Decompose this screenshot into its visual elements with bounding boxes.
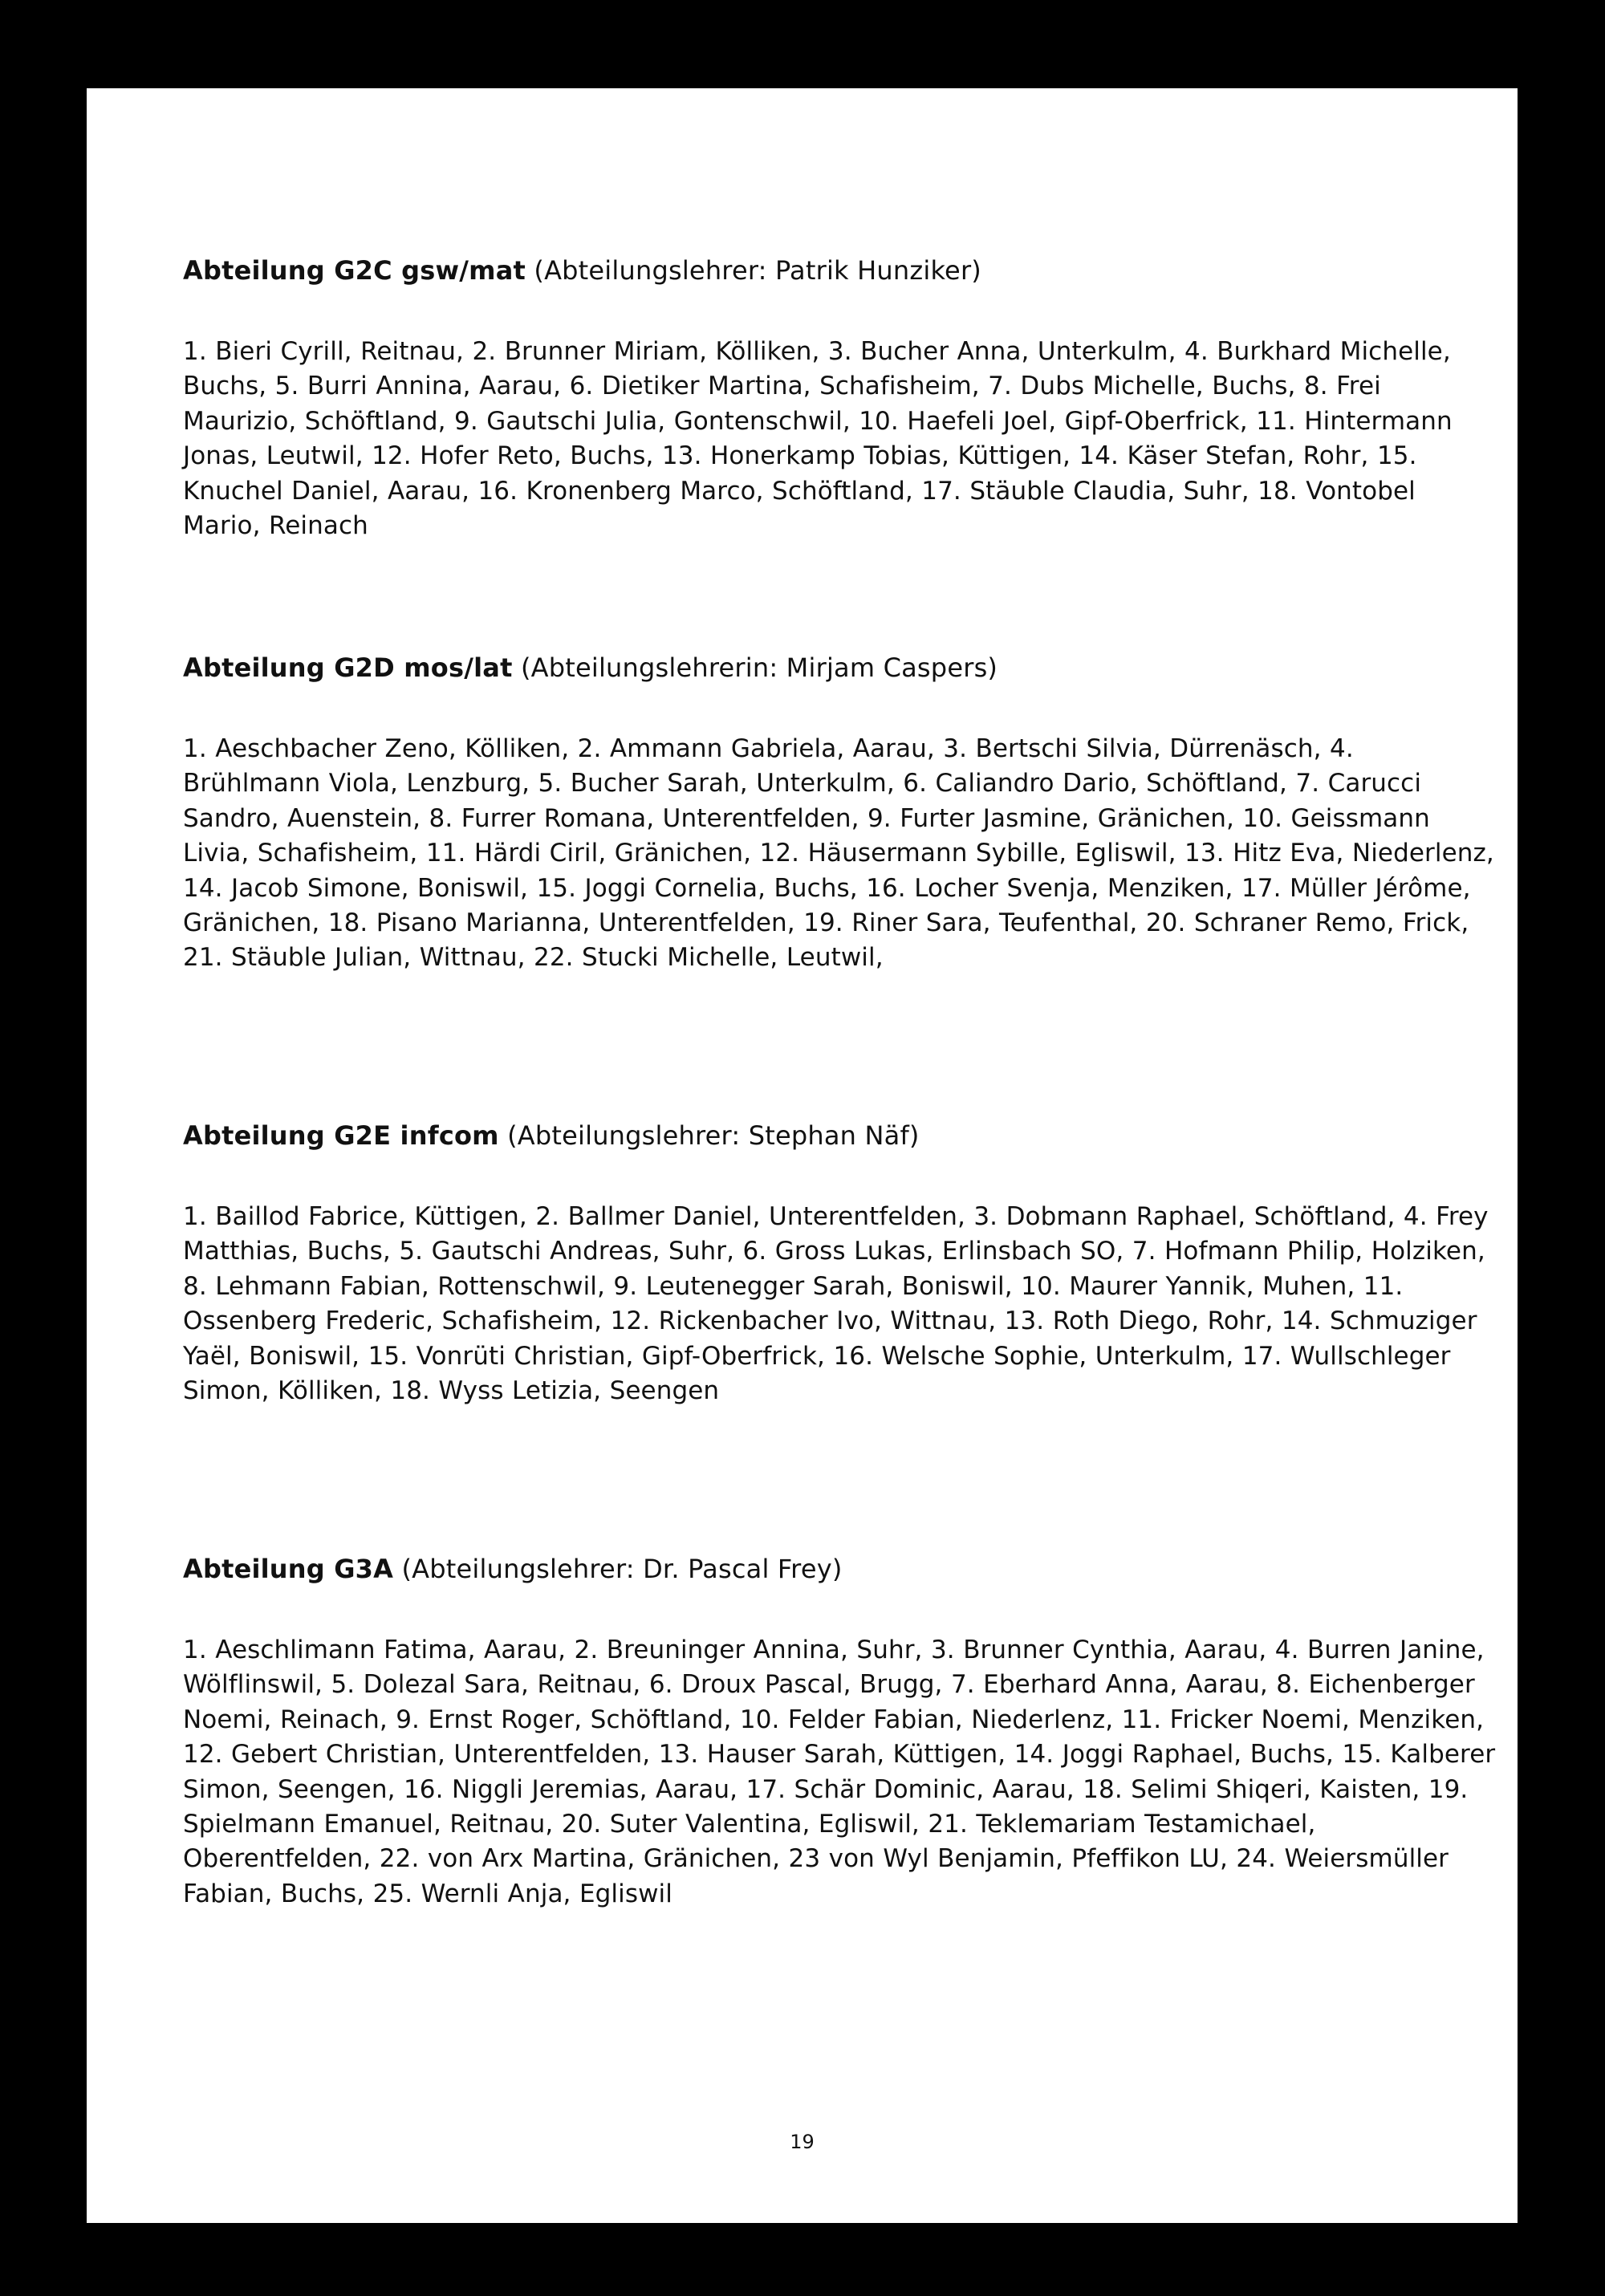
section-teacher: (Abteilungslehrer: Dr. Pascal Frey): [401, 1554, 843, 1584]
section-title: Abteilung G2E infcom: [183, 1120, 499, 1151]
document-page: [87, 88, 1518, 2223]
section-g2d: [183, 650, 1499, 976]
student-list: 1. Aeschlimann Fatima, Aarau, 2. Breuninger Annina, Suhr, 3. Brunner Cynthia, Aarau, 4. Burren Janine, Wölflinswil, 5. Dolezal Sara, Reitnau, 6. Droux Pascal, Brugg, 7. Eberhard Anna, Aarau, 8. Eichenberger Noemi, Reinach, 9. Ernst Roger, Schöftland, 10. Felder Fabian, Niederlenz, 11. Fricker Noemi, Menziken, 12. Gebert Christian, Unterentfelden, 13. Hauser Sarah, Küttigen, 14. Joggi Raphael, Buchs, 15. Kalberer Simon, Seengen, 16. Niggli Jeremias, Aarau, 17. Schär Dominic, Aarau, 18. Selimi Shiqeri, Kaisten, 19. Spielmann Emanuel, Reitnau, 20. Suter Valentina, Egliswil, 21. Teklemariam Testamichael, Oberentfelden, 22. von Arx Martina, Gränichen, 23 von Wyl Benjamin, Pfeffikon LU, 24. Weiersmüller Fabian, Buchs, 25. Wernli Anja, Egliswil: [183, 1636, 1496, 1908]
section-teacher: (Abteilungslehrerin: Mirjam Caspers): [520, 652, 998, 683]
section-g3a: [183, 1551, 1499, 1912]
student-list: 1. Aeschbacher Zeno, Kölliken, 2. Ammann Gabriela, Aarau, 3. Bertschi Silvia, Dürrenäsch, 4. Brühlmann Viola, Lenzburg, 5. Bucher Sarah, Unterkulm, 6. Caliandro Dario, Schöftland, 7. Carucci Sandro, Auenstein, 8. Furrer Romana, Unterentfelden, 9. Furter Jasmine, Gränichen, 10. Geissmann Livia, Schafisheim, 11. Härdi Ciril, Gränichen, 12. Häusermann Sybille, Egliswil, 13. Hitz Eva, Niederlenz, 14. Jacob Simone, Boniswil, 15. Joggi Cornelia, Buchs, 16. Locher Svenja, Menziken, 17. Müller Jérôme, Gränichen, 18. Pisano Marianna, Unterentfelden, 19. Riner Sara, Teufenthal, 20. Schraner Remo, Frick, 21. Stäuble Julian, Wittnau, 22. Stucki Michelle, Leutwil,: [183, 734, 1494, 973]
section-teacher: (Abteilungslehrer: Stephan Näf): [507, 1120, 920, 1151]
section-title: Abteilung G2C gsw/mat: [183, 255, 526, 286]
section-heading: [183, 1551, 1499, 1587]
section-title: Abteilung G3A: [183, 1554, 394, 1584]
section-heading: [183, 1118, 1499, 1153]
section-teacher: (Abteilungslehrer: Patrik Hunziker): [534, 255, 981, 286]
section-g2e: [183, 1118, 1499, 1408]
section-heading: [183, 650, 1499, 685]
student-list: 1. Baillod Fabrice, Küttigen, 2. Ballmer Daniel, Unterentfelden, 3. Dobmann Raphael, Schöftland, 4. Frey Matthias, Buchs, 5. Gautschi Andreas, Suhr, 6. Gross Lukas, Erlinsbach SO, 7. Hofmann Philip, Holziken, 8. Lehmann Fabian, Rottenschwil, 9. Leutenegger Sarah, Boniswil, 10. Maurer Yannik, Muhen, 11. Ossenberg Frederic, Schafisheim, 12. Rickenbacher Ivo, Wittnau, 13. Roth Diego, Rohr, 14. Schmuziger Yaël, Boniswil, 15. Vonrüti Christian, Gipf-Oberfrick, 16. Welsche Sophie, Unterkulm, 17. Wullschleger Simon, Kölliken, 18. Wyss Letizia, Seengen: [183, 1202, 1489, 1406]
section-g2c: [183, 253, 1499, 543]
student-list: 1. Bieri Cyrill, Reitnau, 2. Brunner Miriam, Kölliken, 3. Bucher Anna, Unterkulm, 4. Burkhard Michelle, Buchs, 5. Burri Annina, Aarau, 6. Dietiker Martina, Schafisheim, 7. Dubs Michelle, Buchs, 8. Frei Maurizio, Schöftland, 9. Gautschi Julia, Gontenschwil, 10. Haefeli Joel, Gipf-Oberfrick, 11. Hintermann Jonas, Leutwil, 12. Hofer Reto, Buchs, 13. Honerkamp Tobias, Küttigen, 14. Käser Stefan, Rohr, 15. Knuchel Daniel, Aarau, 16. Kronenberg Marco, Schöftland, 17. Stäuble Claudia, Suhr, 18. Vontobel Mario, Reinach: [183, 337, 1453, 541]
page-number: 19: [790, 2131, 815, 2153]
section-title: Abteilung G2D mos/lat: [183, 652, 513, 683]
section-heading: [183, 253, 1499, 288]
